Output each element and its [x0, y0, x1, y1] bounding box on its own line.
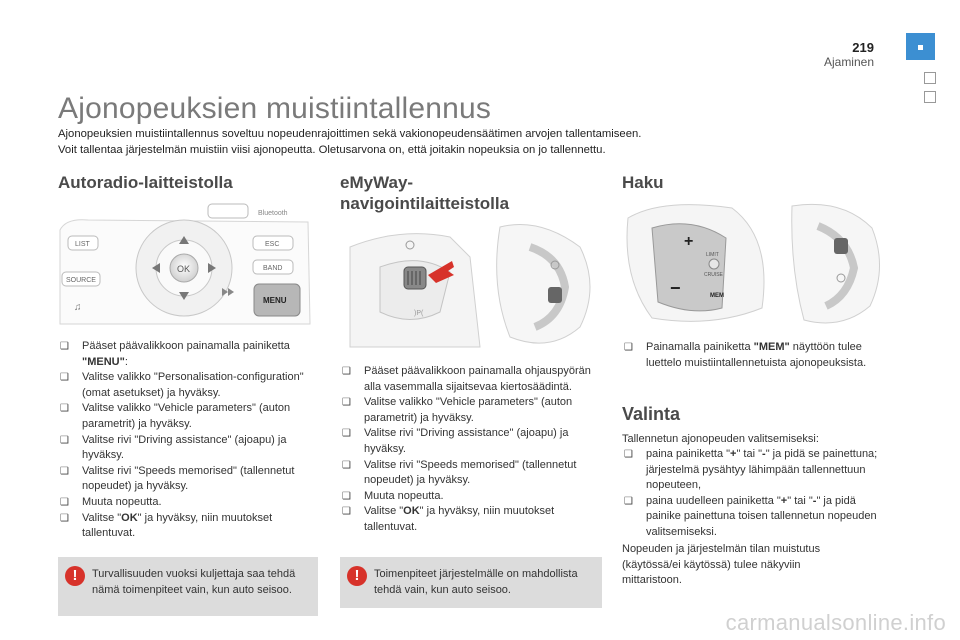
menu-label: MENU [263, 296, 287, 305]
step-item: ❑ Valitse valikko "Vehicle parameters" (auton parametrit) ja hyväksy. [60, 402, 291, 430]
checkbox-icon: ❑ [342, 397, 351, 409]
autoradio-panel-illustration [58, 200, 316, 328]
tab-box [924, 72, 936, 84]
step-item: ❑ Muuta nopeutta. [340, 489, 604, 505]
list-label: LIST [75, 241, 90, 248]
step-item: ❑ paina painiketta "+" tai "-" ja pidä se painettuna; järjestelmä pysähtyy lähimpään tallennettuun nopeuteen, [624, 448, 878, 492]
dashboard-note: Nopeuden ja järjestelmän tilan muistutus (käytössä/ei käytössä) tulee näkyviin mittaristoon. [622, 543, 821, 587]
step-item: ❑ Pääset päävalikkoon painamalla ohjauspyörän alla vasemmalla sijaitsevaa kiertosäädintä. [342, 365, 591, 393]
intro-line: Ajonopeuksien muistiintallennus soveltuu nopeudenrajoittimen sekä vakionopeudensäätimen arvojen tallentamiseen. [58, 128, 642, 140]
svg-text:♫: ♫ [74, 302, 82, 313]
step-item: ❑ paina uudelleen painiketta "+" tai "-" ja pidä painike painettuna toisen tallennetun nopeuden valitsemiseksi. [624, 494, 877, 538]
intro-line: Voit tallentaa järjestelmän muistiin viisi ajonopeutta. Oletusarvona on, että joitakin nopeuksia on jo tallennettu. [58, 144, 606, 156]
step-item: ❑ Valitse rivi "Driving assistance" (ajoapu) ja hyväksy. [60, 433, 287, 462]
checkbox-icon: ❑ [60, 465, 69, 477]
step-item: ❑ Painamalla painiketta "MEM" näyttöön tulee luettelo muistiintallennetuista ajonopeuksista. [624, 341, 867, 369]
svg-text:−: − [670, 278, 681, 298]
step-item: ❑ Valitse valikko "Personalisation-configuration" (omat asetukset) ja hyväksy. [60, 371, 304, 399]
page-number: 219 [852, 40, 874, 55]
emyway-steps [340, 364, 604, 536]
autoradio-steps [58, 339, 320, 542]
step-item: ❑ Valitse rivi "Speeds memorised" (tallennetut nopeudet) ja hyväksy. [60, 464, 295, 493]
heading-haku: Haku [622, 173, 664, 192]
mem-label: MEM [710, 293, 724, 299]
checkbox-icon: ❑ [624, 495, 633, 507]
band-label: BAND [263, 265, 283, 272]
limit-label: LIMIT [706, 252, 719, 258]
step-item: ❑ Valitse rivi "Speeds memorised" (tallennetut nopeudet) ja hyväksy. [342, 458, 577, 487]
checkbox-icon: ❑ [624, 342, 633, 353]
svg-text:+: + [684, 233, 694, 250]
standstill-warning [340, 557, 602, 608]
bluetooth-label: Bluetooth [258, 210, 288, 217]
checkbox-icon: ❑ [342, 428, 351, 440]
checkbox-icon: ❑ [60, 496, 69, 508]
page-title: Ajonopeuksien muistiintallennus [58, 92, 492, 125]
checkbox-icon: ❑ [60, 341, 69, 352]
step-item: ❑ Valitse "OK" ja hyväksy, niin muutokset tallentuvat. [342, 505, 555, 533]
haku-steps [622, 340, 872, 371]
heading-autoradio: Autoradio-laitteistolla [58, 173, 233, 192]
watermark: carmanualsonline.info [725, 610, 946, 635]
checkbox-icon: ❑ [60, 372, 69, 384]
warning-text: Turvallisuuden vuoksi kuljettaja saa tehdä nämä toimenpiteet vain, kun auto seisoo. [92, 568, 296, 596]
step-item: ❑ Valitse "OK" ja hyväksy, niin muutokset tallentuvat. [60, 511, 273, 540]
svg-text:)P(: )P( [414, 310, 424, 317]
checkbox-icon: ❑ [342, 459, 351, 471]
section-tab-marker [906, 33, 935, 60]
selection-steps [622, 447, 878, 541]
steering-wheel-buttons-illustration [622, 198, 888, 330]
ok-label: OK [177, 264, 191, 274]
warning-text: Toimenpiteet järjestelmälle on mahdollista tehdä vain, kun auto seisoo. [374, 568, 578, 596]
step-item: ❑ Valitse rivi "Driving assistance" (ajoapu) ja hyväksy. [342, 427, 569, 455]
heading-valinta: Valinta [622, 404, 681, 424]
checkbox-icon: ❑ [60, 434, 69, 446]
steering-column-illustration [340, 217, 602, 355]
tab-box [924, 91, 936, 103]
checkbox-icon: ❑ [60, 403, 69, 415]
warning-icon: ! [65, 566, 85, 586]
cruise-label: CRUISE [704, 272, 723, 278]
warning-icon: ! [347, 566, 367, 586]
checkbox-icon: ❑ [60, 512, 69, 524]
source-label: SOURCE [66, 277, 96, 284]
checkbox-icon: ❑ [342, 366, 351, 377]
section-name: Ajaminen [823, 55, 874, 69]
checkbox-icon: ❑ [342, 490, 351, 502]
selection-intro: Tallennetun ajonopeuden valitsemiseksi: [622, 433, 819, 445]
heading-emyway: eMyWay- navigointilaitteistolla [340, 173, 510, 213]
step-item: ❑ Pääset päävalikkoon painamalla painiketta "MENU": [60, 340, 290, 368]
esc-label: ESC [265, 241, 280, 248]
intro-text [58, 126, 918, 158]
checkbox-icon: ❑ [624, 449, 633, 460]
step-item: ❑ Muuta nopeutta. [58, 495, 320, 511]
step-item: ❑ Valitse valikko "Vehicle parameters" (auton parametrit) ja hyväksy. [342, 396, 573, 424]
safety-warning [58, 557, 318, 616]
checkbox-icon: ❑ [342, 506, 351, 518]
